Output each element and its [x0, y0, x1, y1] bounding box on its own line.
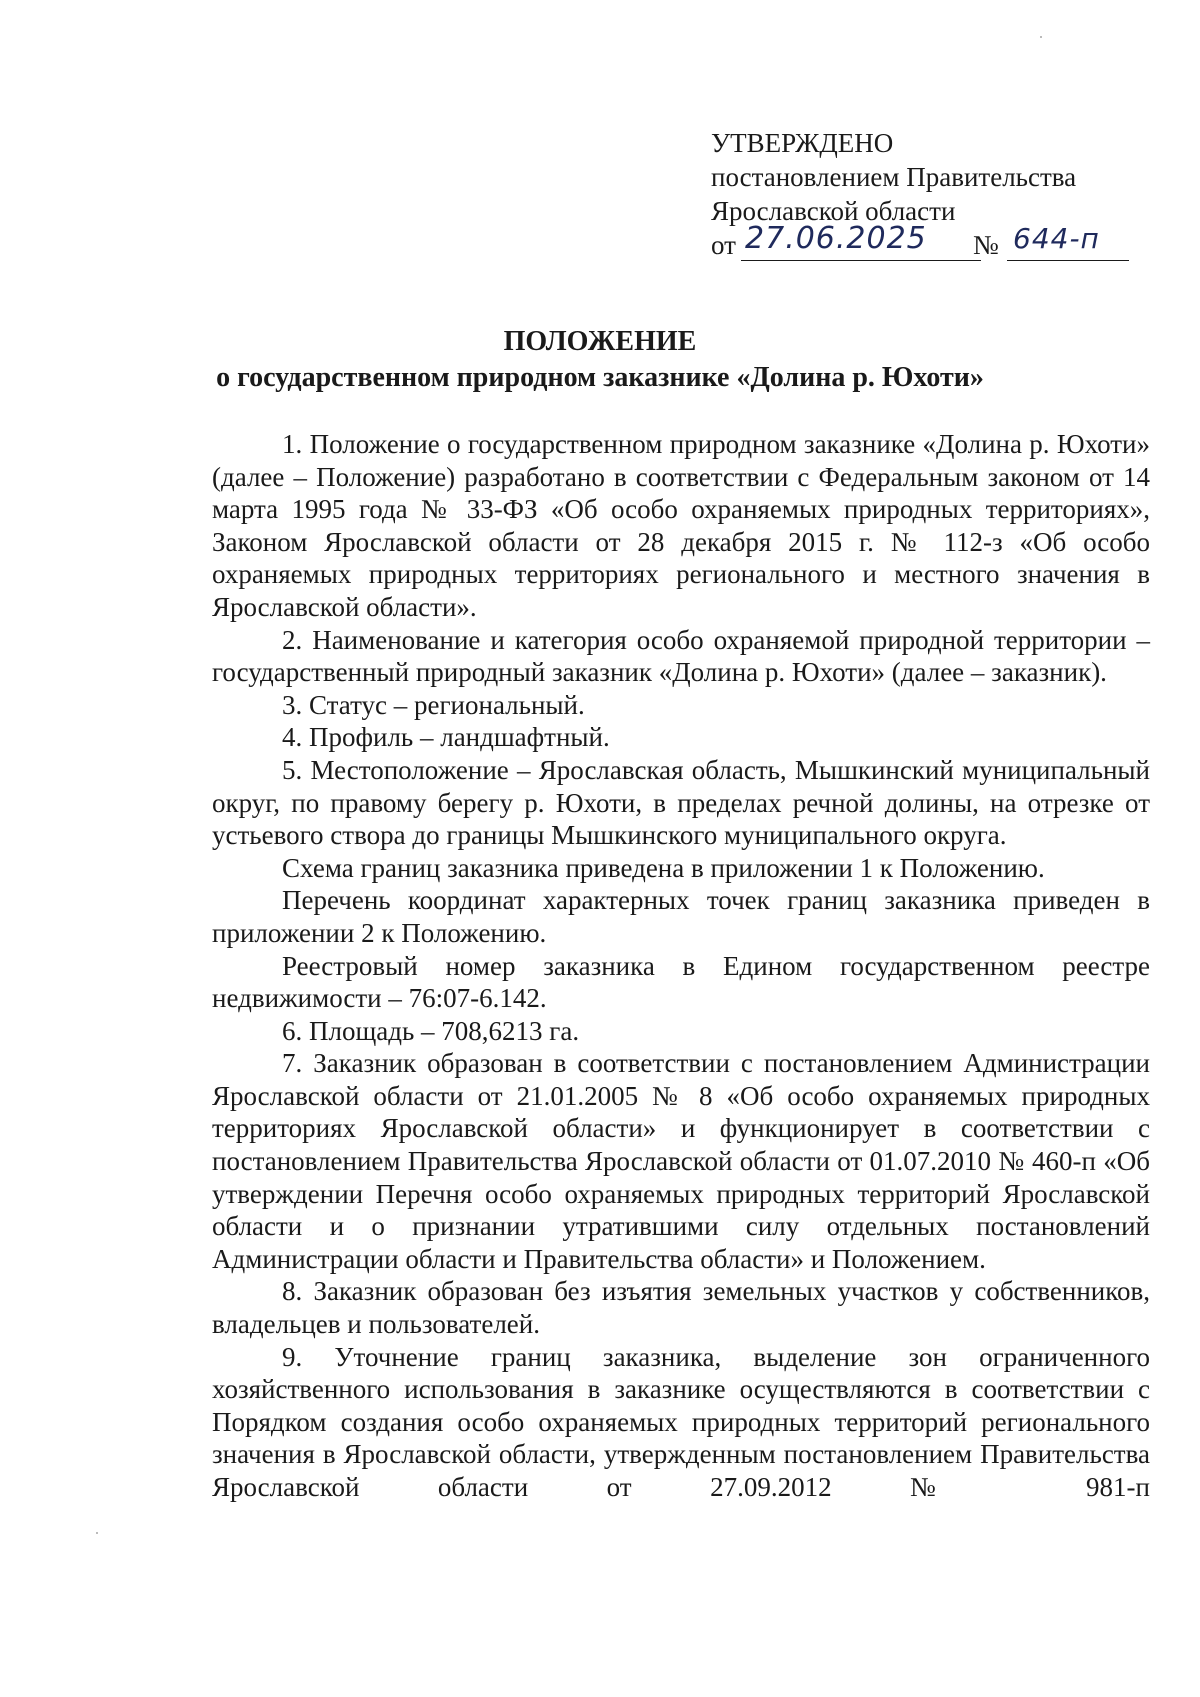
paragraph-9: 9. Уточнение границ заказника, выделение зон ограниченного хозяйственного использования в заказнике осуществляются в соответствии с Порядком создания особо охраняемых природных территорий регионального значения в Ярославской области, утвержденным постановлением Правительства Ярославской области от 27.09.2012 № 981-п — [212, 1341, 1150, 1502]
scan-speck — [96, 1532, 98, 1534]
handwritten-number: 644-п — [1013, 222, 1100, 255]
paragraph-5-scheme: Схема границ заказника приведена в приложении 1 к Положению. — [282, 852, 1045, 883]
paragraph-7: 7. Заказник образован в соответствии с постановлением Администрации Ярославской области от 21.01.2005 № 8 «Об особо охраняемых природных территориях Ярославской области» и функционирует в соответствии с постановлением Правительства Ярославской области от 01.07.2010 № 460-п «Об утверждении Перечня особо охраняемых природных территорий Ярославской области и о признании утратившими силу отдельных постановлений Администрации области и Правительства области» и Положением. — [212, 1048, 1150, 1274]
paragraph-4: 4. Профиль – ландшафтный. — [282, 722, 610, 753]
approval-heading: УТВЕРЖДЕНО — [711, 128, 894, 158]
paragraph-6: 6. Площадь – 708,6213 га. — [282, 1015, 580, 1046]
scan-speck — [1040, 36, 1042, 38]
approval-issuer: постановлением Правительства — [711, 162, 1077, 192]
paragraph-1: 1. Положение о государственном природном заказнике «Долина р. Юхоти» (далее – Положение) разработано в соответствии с Федеральным законом от 14 марта 1995 года № 33-ФЗ «Об особо охраняемых природных территориях», Законом Ярославской области от 28 декабря 2015 г. № 112-з «Об особо охраняемых природных территориях регионального и местного значения в Ярославской области». — [212, 429, 1150, 622]
document-title: ПОЛОЖЕНИЕ — [503, 326, 697, 357]
paragraph-5: 5. Местоположение – Ярославская область, Мышкинский муниципальный округ, по правому берегу р. Юхоти, в пределах речной долины, на отрезке от устьевого створа до границы Мышкинского муниципального округа. — [212, 754, 1150, 851]
paragraph-2: 2. Наименование и категория особо охраняемой природной территории – государственный природный заказник «Долина р. Юхоти» (далее – заказник). — [212, 624, 1150, 688]
paragraph-3: 3. Статус – региональный. — [282, 689, 585, 720]
paragraph-5-registry: Реестровый номер заказника в Едином государственном реестре недвижимости – 76:07-6.142. — [212, 950, 1150, 1014]
document-subtitle: о государственном природном заказнике «Долина р. Юхоти» — [216, 362, 984, 393]
approval-region: Ярославской области — [711, 196, 956, 226]
number-prefix: № — [973, 230, 999, 260]
approval-block — [711, 126, 1151, 272]
document-body — [212, 428, 1150, 1504]
paragraph-5-coordinates: Перечень координат характерных точек границ заказника приведен в приложении 2 к Положению. — [212, 885, 1150, 948]
paragraph-8: 8. Заказник образован без изъятия земельных участков у собственников, владельцев и пользователей. — [212, 1276, 1150, 1340]
handwritten-date: 27.06.2025 — [745, 221, 927, 256]
date-prefix: от — [711, 230, 736, 260]
approval-date-number-row — [711, 221, 1151, 272]
